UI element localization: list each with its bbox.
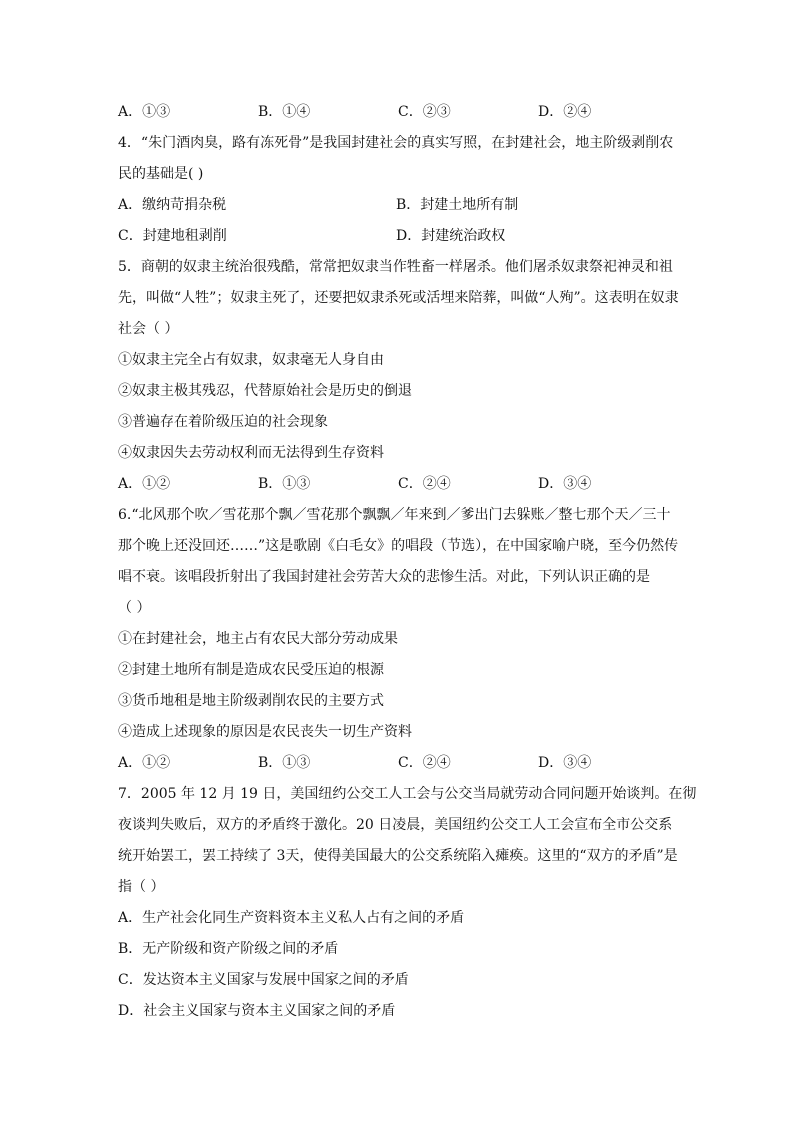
q6-statement-3: ③货币地租是地主阶级剥削农民的主要方式 <box>118 693 384 709</box>
q6-stem <box>118 500 688 624</box>
q4-option-d[interactable]: D．封建统治政权 <box>396 228 506 244</box>
q4-option-a[interactable]: A．缴纳苛捐杂税 <box>118 197 227 213</box>
q5-option-c[interactable]: C．②④ <box>398 476 451 492</box>
q3-option-b[interactable]: B．①④ <box>258 104 311 120</box>
q4-option-c[interactable]: C．封建地租剥削 <box>118 228 227 244</box>
q5-option-b[interactable]: B．①③ <box>258 476 311 492</box>
q6-option-b[interactable]: B．①③ <box>258 755 311 771</box>
q6-option-c[interactable]: C．②④ <box>398 755 451 771</box>
q4-stem <box>118 128 688 190</box>
q5-statement-2: ②奴隶主极其残忍，代替原始社会是历史的倒退 <box>118 383 412 399</box>
q7-option-d[interactable]: D．社会主义国家与资本主义国家之间的矛盾 <box>118 1003 396 1019</box>
q3-option-a[interactable]: A．①③ <box>118 104 171 120</box>
q6-stem-line: 唱不衰。该唱段折射出了我国封建社会劳苦大众的悲惨生活。对此，下列认识正确的是 <box>118 569 650 585</box>
q4-options-row2 <box>118 221 688 252</box>
q4-stem-line: 民的基础是( ) <box>118 166 204 182</box>
q7-option-b[interactable]: B．无产阶级和资产阶级之间的矛盾 <box>118 941 339 957</box>
q4-options-row1 <box>118 190 688 221</box>
q7-stem-line: 指（ ） <box>118 879 165 895</box>
q5-stem-line: 先，叫做“人牲”；奴隶主死了，还要把奴隶杀死或活埋来陪葬，叫做“人殉”。这表明在奴隶 <box>118 290 679 306</box>
q7-stem-line: 夜谈判失败后，双方的矛盾终于激化。20 日凌晨，美国纽约公交工人工会宣布全市公交系 <box>118 817 673 833</box>
q6-option-a[interactable]: A．①② <box>118 755 171 771</box>
q6-statement-2: ②封建土地所有制是造成农民受压迫的根源 <box>118 662 384 678</box>
q6-statement-1: ①在封建社会，地主占有农民大部分劳动成果 <box>118 631 398 647</box>
q6-options <box>118 748 688 779</box>
q4-option-b[interactable]: B．封建土地所有制 <box>396 197 519 213</box>
q4-stem-line: 4．“朱门酒肉臭，路有冻死骨”是我国封建社会的真实写照，在封建社会，地主阶级剥削农 <box>118 135 674 151</box>
q5-stem-line: 5．商朝的奴隶主统治很残酷，常常把奴隶当作牲畜一样屠杀。他们屠杀奴隶祭祀神灵和祖 <box>118 259 673 275</box>
q7-stem-line: 7．2005 年 12 月 19 日，美国纽约公交工人工会与公交当局就劳动合同问题开始谈判。在彻 <box>118 786 697 802</box>
q5-option-d[interactable]: D．③④ <box>538 476 592 492</box>
page-content <box>118 97 697 1027</box>
q5-statement-4: ④奴隶因失去劳动权利而无法得到生存资料 <box>118 445 384 461</box>
q7-stem-line: 统开始罢工，罢工持续了 3天，使得美国最大的公交系统陷入瘫痪。这里的“双方的矛盾”是 <box>118 848 678 864</box>
q3-option-d[interactable]: D．②④ <box>538 104 592 120</box>
q6-statement-4: ④造成上述现象的原因是农民丧失一切生产资料 <box>118 724 412 740</box>
q5-option-a[interactable]: A．①② <box>118 476 171 492</box>
q6-stem-line: 6.“北风那个吹／雪花那个飘／雪花那个飘飘／年来到／爹出门去躲账／整七那个天／三十 <box>118 507 671 523</box>
q7-option-c[interactable]: C．发达资本主义国家与发展中国家之间的矛盾 <box>118 972 409 988</box>
q5-stem <box>118 252 688 345</box>
q5-options <box>118 469 688 500</box>
q3-options <box>118 97 688 128</box>
q5-statement-1: ①奴隶主完全占有奴隶，奴隶毫无人身自由 <box>118 352 384 368</box>
q5-statement-3: ③普遍存在着阶级压迫的社会现象 <box>118 414 328 430</box>
q6-option-d[interactable]: D．③④ <box>538 755 592 771</box>
q6-stem-line: 那个晚上还没回还……”这是歌剧《白毛女》的唱段（节选），在中国家喻户晓，至今仍然传 <box>118 538 679 554</box>
q6-stem-line: （ ） <box>118 600 151 616</box>
q7-option-a[interactable]: A．生产社会化同生产资料资本主义私人占有之间的矛盾 <box>118 910 465 926</box>
q3-option-c[interactable]: C．②③ <box>398 104 451 120</box>
q5-stem-line: 社会（ ） <box>118 321 179 337</box>
q7-stem <box>118 779 697 903</box>
